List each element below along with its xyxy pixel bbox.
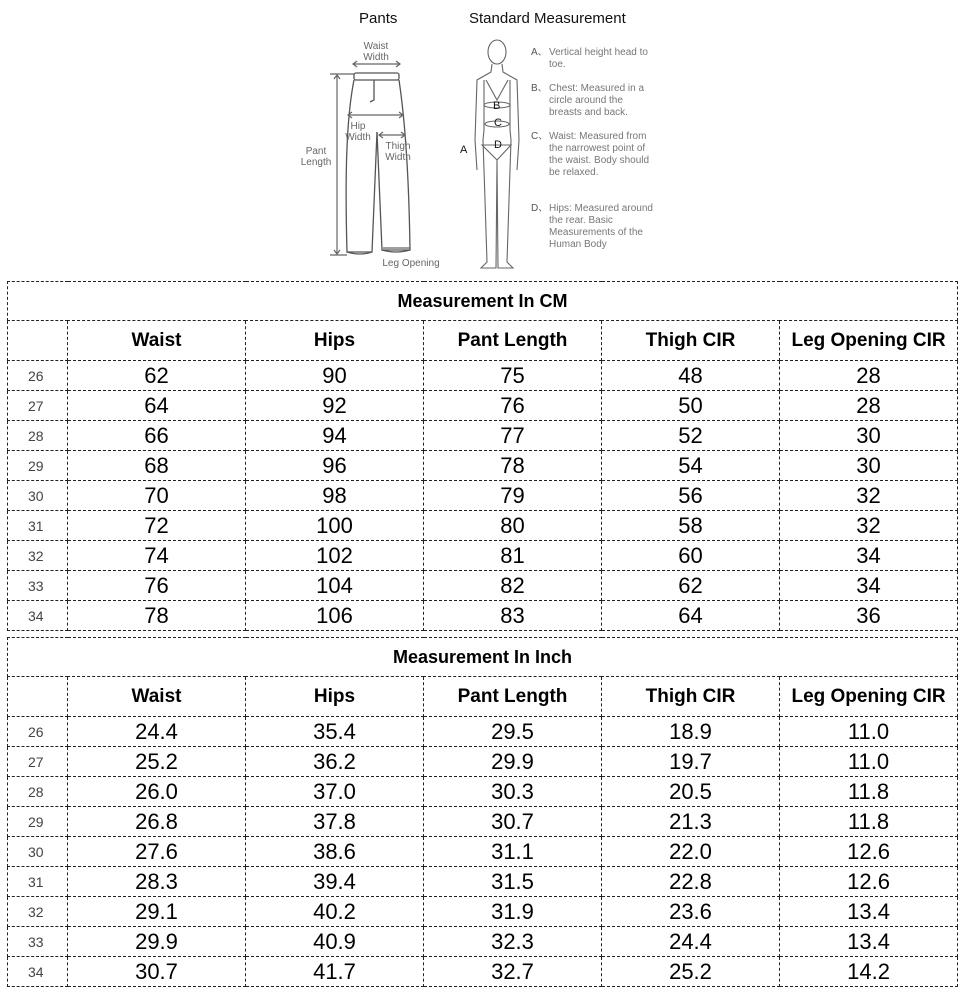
pants-drawing bbox=[346, 73, 410, 254]
measurement-illustration bbox=[290, 0, 670, 275]
leg-opening-cir-cell: 11.8 bbox=[780, 777, 958, 807]
table-row bbox=[8, 717, 958, 747]
column-header-hips: Hips bbox=[246, 677, 424, 717]
table-row bbox=[8, 957, 958, 987]
thigh-cir-cell: 22.8 bbox=[602, 867, 780, 897]
thigh-cir-cell: 50 bbox=[602, 391, 780, 421]
column-header-pant-length: Pant Length bbox=[424, 677, 602, 717]
cm-table-title: Measurement In CM bbox=[8, 282, 958, 321]
figure-head bbox=[488, 40, 506, 64]
waist-cell: 29.9 bbox=[68, 927, 246, 957]
letter-b: B bbox=[493, 100, 501, 112]
table-row bbox=[8, 481, 958, 511]
letter-c: C bbox=[494, 117, 502, 129]
waist-cell: 76 bbox=[68, 571, 246, 601]
leg-opening-cir-cell: 32 bbox=[780, 511, 958, 541]
leg-opening-cir-cell: 32 bbox=[780, 481, 958, 511]
column-header-hips: Hips bbox=[246, 321, 424, 361]
thigh-cir-cell: 56 bbox=[602, 481, 780, 511]
leg-opening-cir-cell: 34 bbox=[780, 571, 958, 601]
hips-cell: 104 bbox=[246, 571, 424, 601]
size-cell: 34 bbox=[8, 957, 68, 987]
hips-cell: 94 bbox=[246, 421, 424, 451]
table-row bbox=[8, 777, 958, 807]
pants-title: Pants bbox=[359, 10, 398, 27]
hip-width-label: Hip Width bbox=[345, 121, 371, 143]
waist-cell: 64 bbox=[68, 391, 246, 421]
standard-measurement-title: Standard Measurement bbox=[469, 10, 626, 27]
column-header-leg-opening-cir: Leg Opening CIR bbox=[780, 677, 958, 717]
size-cell: 33 bbox=[8, 571, 68, 601]
pant-length-cell: 32.3 bbox=[424, 927, 602, 957]
note-a bbox=[531, 47, 654, 71]
column-header-leg-opening-cir: Leg Opening CIR bbox=[780, 321, 958, 361]
waist-cell: 66 bbox=[68, 421, 246, 451]
waist-cell: 70 bbox=[68, 481, 246, 511]
column-header-waist: Waist bbox=[68, 321, 246, 361]
hips-cell: 90 bbox=[246, 361, 424, 391]
hips-cell: 41.7 bbox=[246, 957, 424, 987]
table-row bbox=[8, 837, 958, 867]
cm-table-title-row bbox=[8, 282, 958, 321]
inch-table-title-row bbox=[8, 638, 958, 677]
note-b bbox=[531, 83, 654, 119]
hips-cell: 102 bbox=[246, 541, 424, 571]
pant-length-cell: 30.7 bbox=[424, 807, 602, 837]
pant-length-cell: 75 bbox=[424, 361, 602, 391]
pant-length-cell: 30.3 bbox=[424, 777, 602, 807]
table-row bbox=[8, 451, 958, 481]
inch-table-title: Measurement In Inch bbox=[8, 638, 958, 677]
size-cell: 31 bbox=[8, 867, 68, 897]
pant-length-cell: 29.9 bbox=[424, 747, 602, 777]
pant-length-cell: 81 bbox=[424, 541, 602, 571]
pants-right-leg bbox=[377, 80, 410, 250]
size-cell: 31 bbox=[8, 511, 68, 541]
waist-cell: 62 bbox=[68, 361, 246, 391]
table-row bbox=[8, 867, 958, 897]
waist-cell: 72 bbox=[68, 511, 246, 541]
pants-waistband bbox=[354, 73, 399, 80]
letter-d: D bbox=[494, 139, 502, 151]
leg-opening-cir-cell: 36 bbox=[780, 601, 958, 631]
waist-cell: 68 bbox=[68, 451, 246, 481]
size-cell: 30 bbox=[8, 481, 68, 511]
size-cell: 26 bbox=[8, 717, 68, 747]
column-header-pant-length: Pant Length bbox=[424, 321, 602, 361]
table-row bbox=[8, 361, 958, 391]
waist-cell: 30.7 bbox=[68, 957, 246, 987]
waist-cell: 26.0 bbox=[68, 777, 246, 807]
pant-length-cell: 29.5 bbox=[424, 717, 602, 747]
waist-cell: 29.1 bbox=[68, 897, 246, 927]
leg-opening-cir-cell: 12.6 bbox=[780, 837, 958, 867]
thigh-cir-cell: 25.2 bbox=[602, 957, 780, 987]
waist-width-label: Waist Width bbox=[363, 41, 389, 63]
thigh-cir-cell: 18.9 bbox=[602, 717, 780, 747]
leg-opening-label: Leg Opening bbox=[382, 258, 440, 269]
note-c bbox=[531, 131, 654, 179]
pant-length-cell: 79 bbox=[424, 481, 602, 511]
waist-cell: 28.3 bbox=[68, 867, 246, 897]
thigh-cir-cell: 58 bbox=[602, 511, 780, 541]
note-c-text: Waist: Measured from the narrowest point of the waist. Body should be relaxed. bbox=[549, 131, 650, 178]
pants-fly bbox=[370, 80, 374, 102]
thigh-cir-cell: 54 bbox=[602, 451, 780, 481]
leg-opening-cir-cell: 34 bbox=[780, 541, 958, 571]
pant-length-cell: 77 bbox=[424, 421, 602, 451]
hips-cell: 100 bbox=[246, 511, 424, 541]
thigh-cir-cell: 48 bbox=[602, 361, 780, 391]
table-row bbox=[8, 511, 958, 541]
letter-a: A bbox=[460, 144, 468, 156]
note-d-key: D、 bbox=[531, 203, 549, 214]
leg-opening-cir-cell: 28 bbox=[780, 391, 958, 421]
thigh-cir-cell: 52 bbox=[602, 421, 780, 451]
leg-opening-cir-cell: 14.2 bbox=[780, 957, 958, 987]
table-row bbox=[8, 807, 958, 837]
size-cell: 27 bbox=[8, 747, 68, 777]
column-header-thigh-cir: Thigh CIR bbox=[602, 677, 780, 717]
note-d bbox=[531, 203, 654, 251]
note-a-text: Vertical height head to toe. bbox=[549, 47, 648, 70]
hips-cell: 37.0 bbox=[246, 777, 424, 807]
cm-table-header-row bbox=[8, 321, 958, 361]
thigh-cir-cell: 64 bbox=[602, 601, 780, 631]
size-cell: 32 bbox=[8, 541, 68, 571]
cm-size-table bbox=[7, 281, 958, 631]
note-a-key: A、 bbox=[531, 47, 548, 58]
leg-opening-cir-cell: 12.6 bbox=[780, 867, 958, 897]
leg-opening-cir-cell: 13.4 bbox=[780, 927, 958, 957]
size-cell: 28 bbox=[8, 777, 68, 807]
pant-length-cell: 32.7 bbox=[424, 957, 602, 987]
table-row bbox=[8, 601, 958, 631]
size-cell: 34 bbox=[8, 601, 68, 631]
leg-opening-cir-cell: 11.8 bbox=[780, 807, 958, 837]
waist-cell: 27.6 bbox=[68, 837, 246, 867]
waist-cell: 26.8 bbox=[68, 807, 246, 837]
size-cell: 30 bbox=[8, 837, 68, 867]
inch-size-table bbox=[7, 637, 958, 987]
waist-cell: 74 bbox=[68, 541, 246, 571]
note-b-key: B、 bbox=[531, 83, 548, 94]
thigh-cir-cell: 23.6 bbox=[602, 897, 780, 927]
size-cell: 28 bbox=[8, 421, 68, 451]
table-row bbox=[8, 927, 958, 957]
body-figure bbox=[475, 40, 519, 268]
hips-cell: 96 bbox=[246, 451, 424, 481]
table-row bbox=[8, 541, 958, 571]
table-row bbox=[8, 747, 958, 777]
hips-cell: 35.4 bbox=[246, 717, 424, 747]
hips-cell: 40.2 bbox=[246, 897, 424, 927]
thigh-cir-cell: 22.0 bbox=[602, 837, 780, 867]
size-cell: 29 bbox=[8, 807, 68, 837]
leg-opening-cir-cell: 11.0 bbox=[780, 717, 958, 747]
leg-opening-cir-cell: 13.4 bbox=[780, 897, 958, 927]
hips-cell: 37.8 bbox=[246, 807, 424, 837]
size-cell: 26 bbox=[8, 361, 68, 391]
thigh-cir-cell: 62 bbox=[602, 571, 780, 601]
pant-length-cell: 31.9 bbox=[424, 897, 602, 927]
pant-length-cell: 80 bbox=[424, 511, 602, 541]
hips-cell: 36.2 bbox=[246, 747, 424, 777]
column-header-waist: Waist bbox=[68, 677, 246, 717]
table-row bbox=[8, 897, 958, 927]
inch-table-header-row bbox=[8, 677, 958, 717]
leg-opening-cir-cell: 30 bbox=[780, 451, 958, 481]
thigh-cir-cell: 21.3 bbox=[602, 807, 780, 837]
size-cell: 29 bbox=[8, 451, 68, 481]
table-row bbox=[8, 391, 958, 421]
waist-cell: 25.2 bbox=[68, 747, 246, 777]
note-c-key: C、 bbox=[531, 131, 549, 142]
note-d-text: Hips: Measured around the rear. Basic Measurements of the Human Body bbox=[549, 203, 653, 250]
hips-cell: 92 bbox=[246, 391, 424, 421]
size-cell: 33 bbox=[8, 927, 68, 957]
thigh-cir-cell: 24.4 bbox=[602, 927, 780, 957]
leg-opening-cir-cell: 28 bbox=[780, 361, 958, 391]
pants-left-leg bbox=[346, 80, 377, 252]
leg-opening-cir-cell: 11.0 bbox=[780, 747, 958, 777]
thigh-cir-cell: 19.7 bbox=[602, 747, 780, 777]
size-column-header bbox=[8, 321, 68, 361]
waist-cell: 78 bbox=[68, 601, 246, 631]
pant-length-cell: 76 bbox=[424, 391, 602, 421]
pant-length-cell: 82 bbox=[424, 571, 602, 601]
size-column-header bbox=[8, 677, 68, 717]
note-b-text: Chest: Measured in a circle around the breasts and back. bbox=[549, 83, 645, 118]
thigh-cir-cell: 20.5 bbox=[602, 777, 780, 807]
size-cell: 32 bbox=[8, 897, 68, 927]
pant-length-cell: 83 bbox=[424, 601, 602, 631]
column-header-thigh-cir: Thigh CIR bbox=[602, 321, 780, 361]
hips-cell: 40.9 bbox=[246, 927, 424, 957]
size-cell: 27 bbox=[8, 391, 68, 421]
hips-cell: 39.4 bbox=[246, 867, 424, 897]
hips-cell: 38.6 bbox=[246, 837, 424, 867]
hips-cell: 106 bbox=[246, 601, 424, 631]
thigh-cir-cell: 60 bbox=[602, 541, 780, 571]
pant-length-cell: 78 bbox=[424, 451, 602, 481]
waist-cell: 24.4 bbox=[68, 717, 246, 747]
leg-opening-cir-cell: 30 bbox=[780, 421, 958, 451]
pant-length-cell: 31.1 bbox=[424, 837, 602, 867]
table-row bbox=[8, 421, 958, 451]
table-row bbox=[8, 571, 958, 601]
pant-length-label: Pant Length bbox=[300, 146, 332, 168]
hips-cell: 98 bbox=[246, 481, 424, 511]
pant-length-cell: 31.5 bbox=[424, 867, 602, 897]
thigh-width-label: Thigh Width bbox=[385, 141, 411, 163]
